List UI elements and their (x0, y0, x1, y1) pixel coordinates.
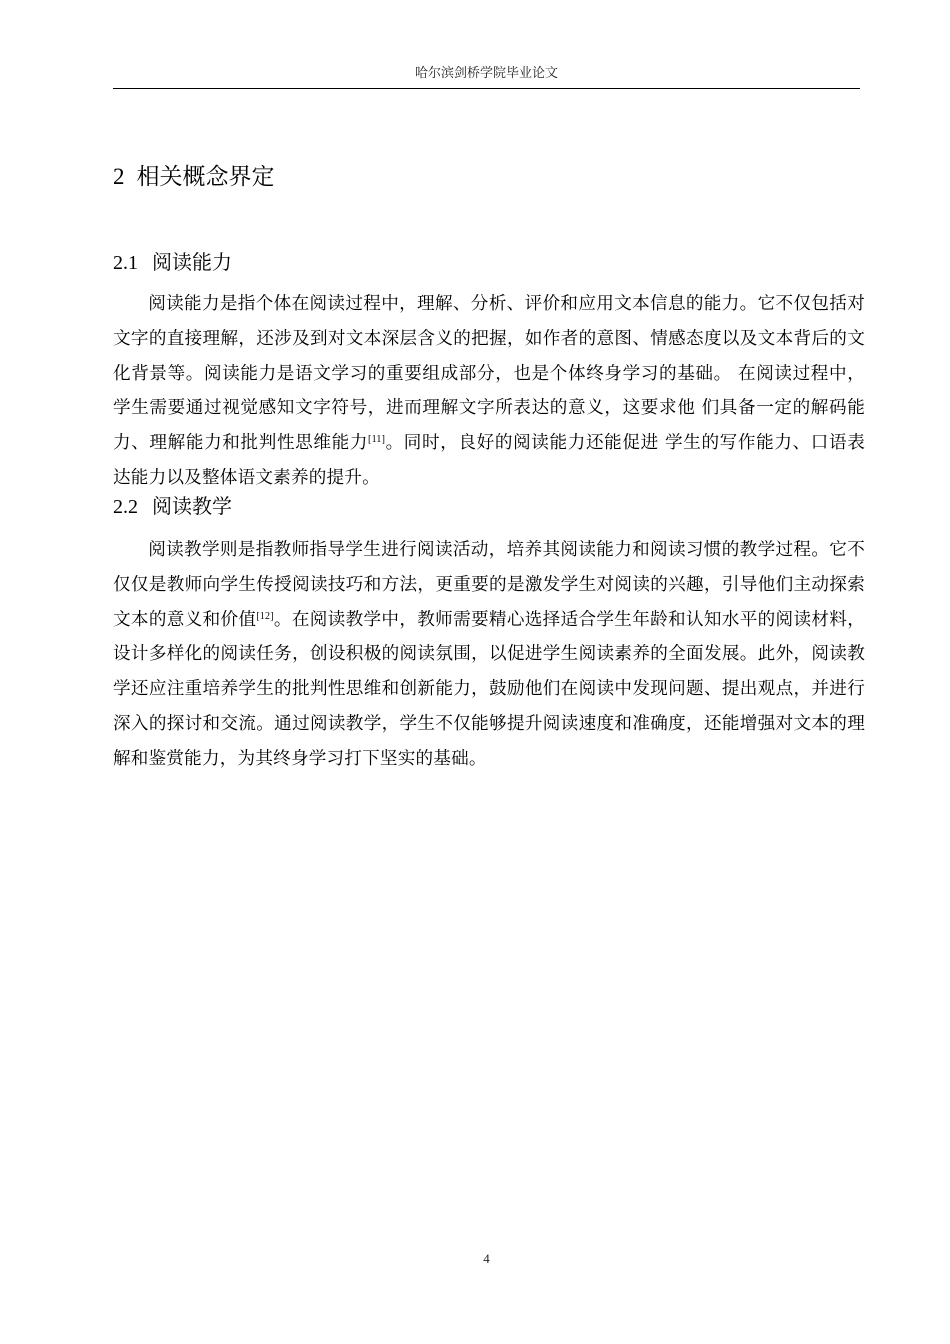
citation-reference: [12] (256, 610, 274, 622)
header-divider (113, 88, 860, 89)
citation-reference: [11] (368, 434, 386, 446)
section-title-text: 阅读教学 (152, 494, 232, 518)
chapter-title-text: 相关概念界定 (136, 164, 275, 190)
section-heading-2-2 (113, 492, 232, 521)
chapter-number: 2 (113, 164, 125, 189)
paragraph-text: 阅读能力是指个体在阅读过程中，理解、分析、评价和应用文本信息的能力。它不仅包括对文字的直接理解，还涉及到对文本深层含义的把握，如作者的意图、情感态度以及文本背后的文化背景等。阅读能力是语文学习的重要组成部分，也是个体终身学习的基础。 在阅读过程中，学生需要通过视觉感知文字符号，进而理解文字所表达的意义，这要求他 们具备一定的解码能力、理解能力和批判性思维能力 (113, 294, 865, 454)
page-number: 4 (483, 1251, 490, 1266)
section-number: 2.1 (113, 252, 138, 274)
section-title-text: 阅读能力 (152, 250, 232, 274)
running-header: 哈尔滨剑桥学院毕业论文 (414, 66, 558, 81)
section-number: 2.2 (113, 496, 138, 518)
chapter-title (113, 162, 275, 192)
paragraph-text: 。同时，良好的阅读能力还能促进 学生的写作能力、口语表达能力以及整体语文素养的提升。 (113, 433, 865, 488)
body-paragraph (113, 287, 865, 496)
body-paragraph (113, 533, 865, 777)
section-heading-2-1 (113, 248, 232, 277)
paragraph-text: 阅读教学则是指教师指导学生进行阅读活动，培养其阅读能力和阅读习惯的教学过程。它不仅仅是教师向学生传授阅读技巧和方法，更重要的是激发学生对阅读的兴趣，引导他们主动探索文本的意义和价值 (113, 540, 865, 630)
paragraph-text: 。在阅读教学中，教师需要精心选择适合学生年龄和认知水平的阅读材料，设计多样化的阅读任务，创设积极的阅读氛围，以促进学生阅读素养的全面发展。此外，阅读教学还应注重培养学生的批判性思维和创新能力，鼓励他们在阅读中发现问题、提出观点，并进行深入的探讨和交流。通过阅读教学，学生不仅能够提升阅读速度和准确度，还能增强对文本的理解和鉴赏能力，为其终身学习打下坚实的基础。 (113, 609, 865, 769)
